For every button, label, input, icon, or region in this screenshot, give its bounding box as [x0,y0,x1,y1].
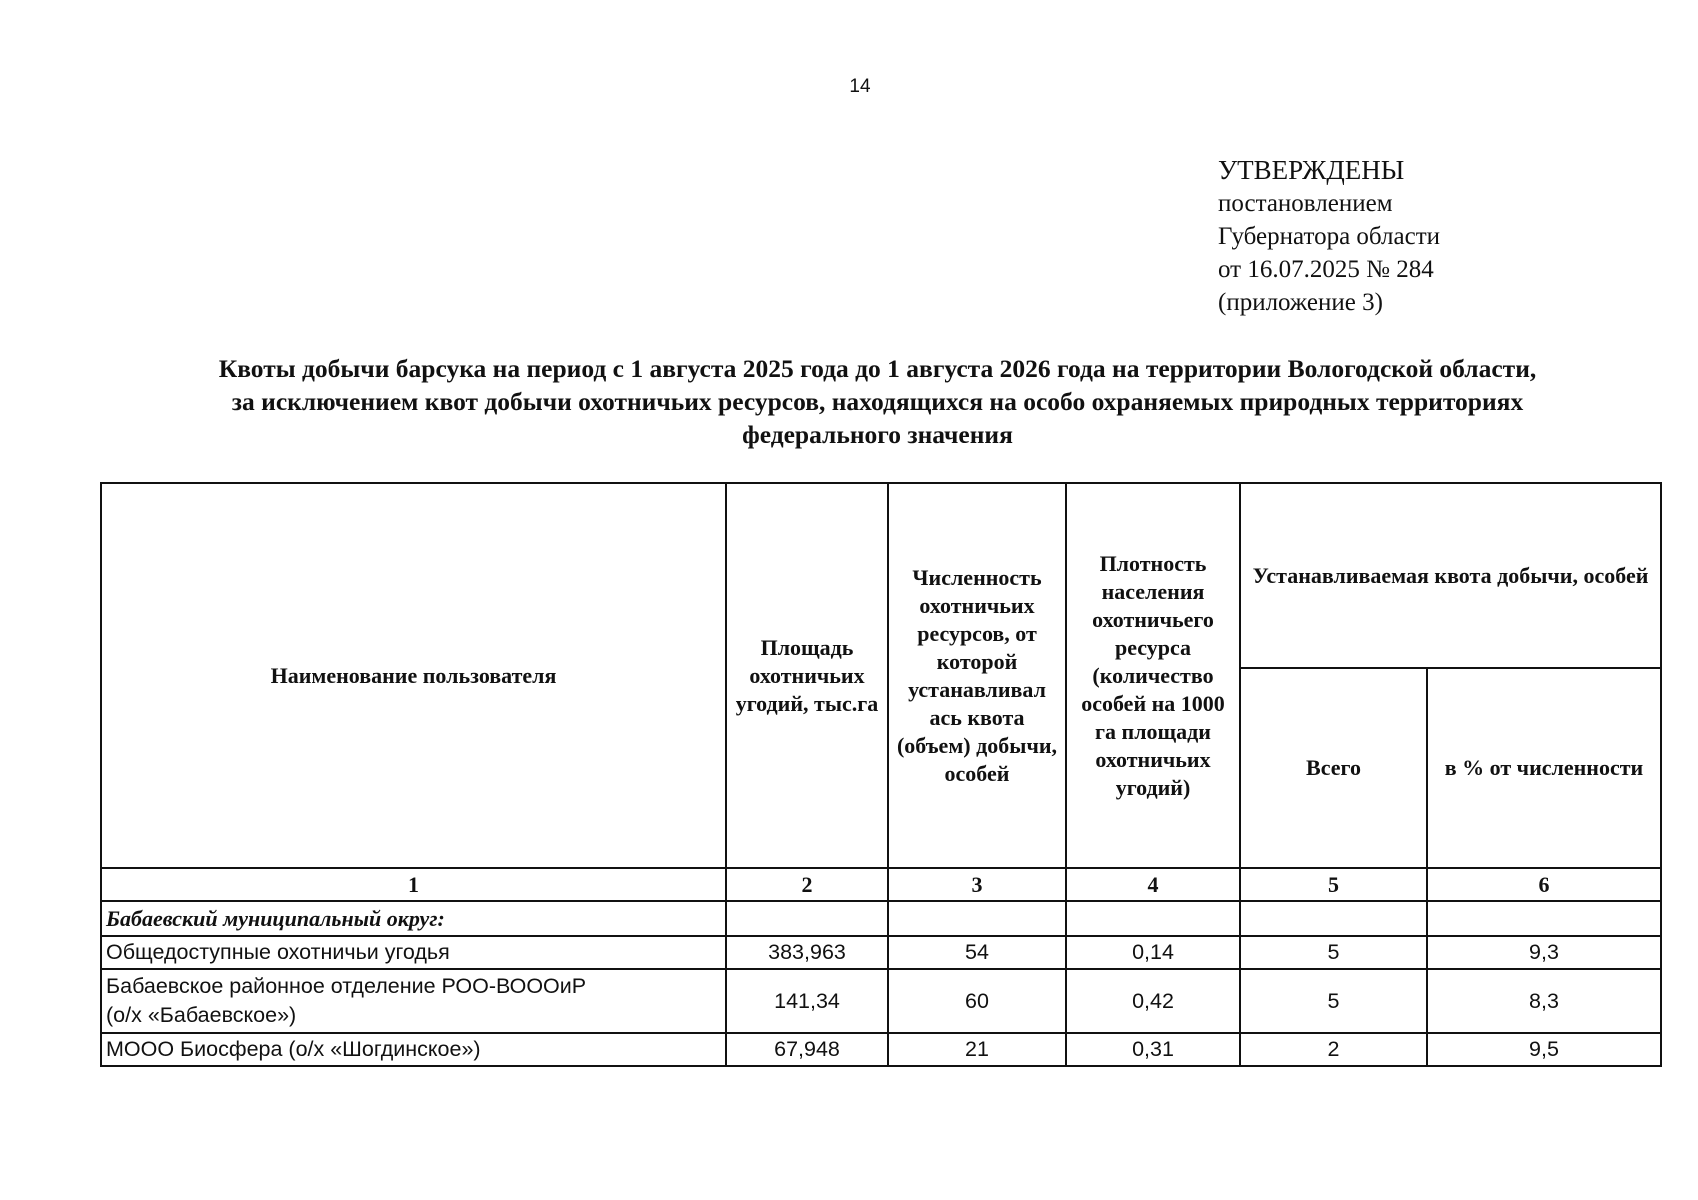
density-value: 0,31 [1066,1033,1240,1066]
header-row [101,483,1661,668]
approval-heading: УТВЕРЖДЕНЫ [1218,155,1405,185]
approval-line: от 16.07.2025 № 284 [1218,256,1434,283]
column-number: 5 [1240,868,1427,901]
column-number: 3 [888,868,1066,901]
header-name: Наименование пользователя [101,483,726,868]
population-value: 54 [888,936,1066,969]
table-row [101,1033,1661,1066]
population-value: 21 [888,1033,1066,1066]
approval-line: (приложение 3) [1218,289,1383,316]
empty-cell [1066,901,1240,936]
approval-line: Губернатора области [1218,223,1440,250]
column-number: 2 [726,868,888,901]
table-row [101,936,1661,969]
user-name: МООО Биосфера (о/х «Шогдинское») [101,1033,726,1066]
empty-cell [1427,901,1661,936]
quota-total-value: 2 [1240,1033,1427,1066]
user-name [101,969,726,1033]
quota-percent-value: 9,5 [1427,1033,1661,1066]
quota-percent-value: 8,3 [1427,969,1661,1033]
density-value: 0,42 [1066,969,1240,1033]
header-quota-percent: в % от численности [1427,668,1661,868]
empty-cell [888,901,1066,936]
header-quota: Устанавливаемая квота добычи, особей [1240,483,1661,668]
title-line: за исключением квот добычи охотничьих ресурсов, находящихся на особо охраняемых природных территориях [231,387,1524,416]
quota-total-value: 5 [1240,969,1427,1033]
title-line: Квоты добычи барсука на период с 1 августа 2025 года до 1 августа 2026 года на территории Вологодской области, [218,354,1537,383]
population-value: 60 [888,969,1066,1033]
column-number-row [101,868,1661,901]
header-population: Численность охотничьих ресурсов, от которой устанавливал ась квота (объем) добычи, особей [888,483,1066,868]
table-row [101,969,1661,1033]
header-density: Плотность населения охотничьего ресурса (количество особей на 1000 га площади охотничьих угодий) [1066,483,1240,868]
approval-stamp [1218,154,1440,319]
area-value: 141,34 [726,969,888,1033]
page-number: 14 [849,76,871,97]
empty-cell [726,901,888,936]
quota-percent-value: 9,3 [1427,936,1661,969]
column-number: 1 [101,868,726,901]
column-number: 4 [1066,868,1240,901]
group-label: Бабаевский муниципальный округ: [101,901,726,936]
area-value: 383,963 [726,936,888,969]
header-area: Площадь охотничьих угодий, тыс.га [726,483,888,868]
quota-total-value: 5 [1240,936,1427,969]
area-value: 67,948 [726,1033,888,1066]
user-name: Общедоступные охотничьи угодья [101,936,726,969]
user-name-line: Бабаевское районное отделение РОО-ВОООиР [106,974,587,998]
title-line: федерального значения [742,420,1013,449]
quota-table [100,482,1662,1067]
user-name-line: (о/х «Бабаевское») [106,1003,297,1027]
density-value: 0,14 [1066,936,1240,969]
group-row [101,901,1661,936]
column-number: 6 [1427,868,1661,901]
approval-line: постановлением [1218,190,1393,217]
empty-cell [1240,901,1427,936]
document-title [100,352,1655,451]
header-quota-total: Всего [1240,668,1427,868]
